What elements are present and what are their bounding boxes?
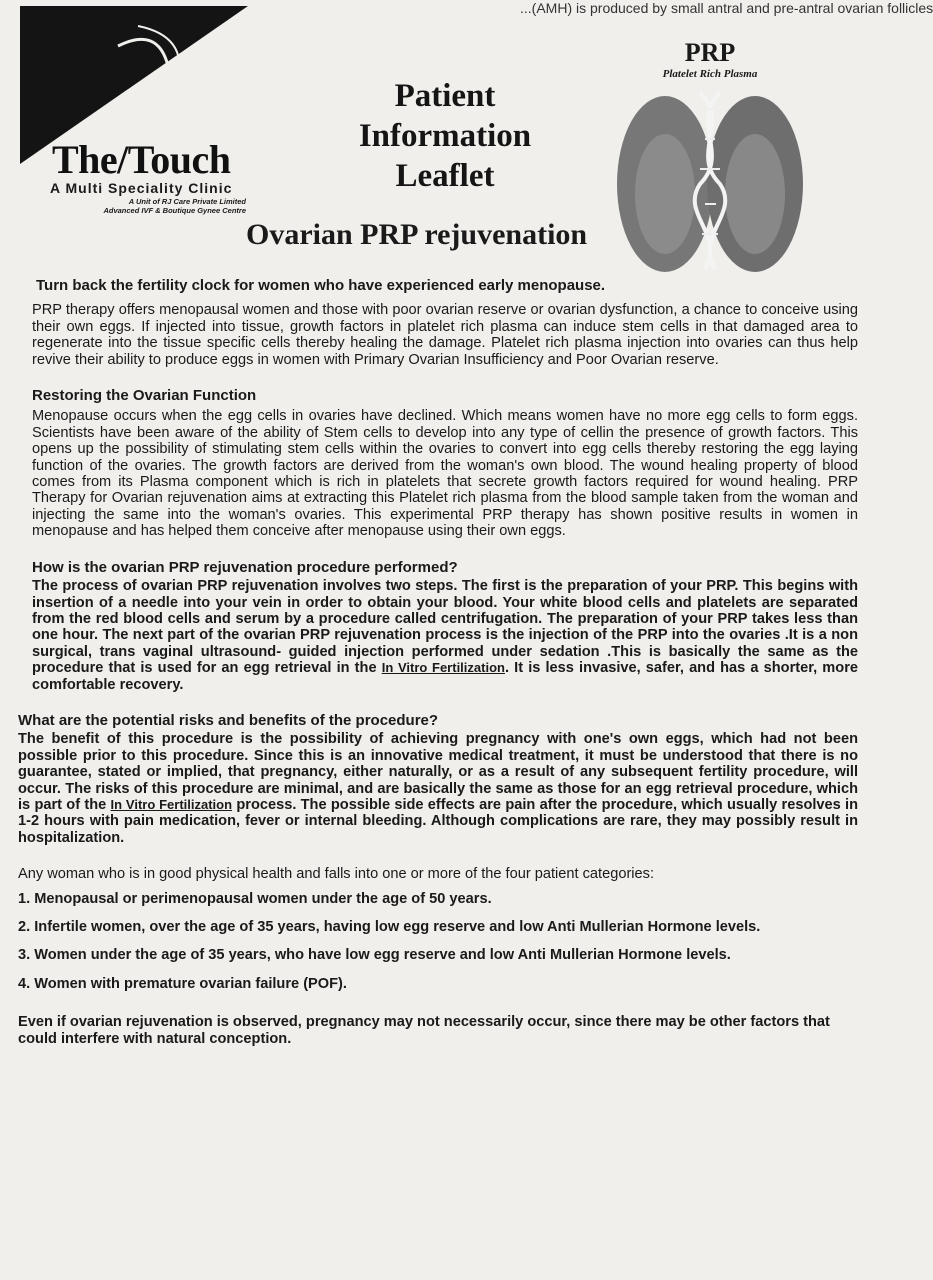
leaflet-title <box>340 76 550 196</box>
eligibility-lead: Any woman who is in good physical health and falls into one or more of the four patient categories: <box>18 866 655 883</box>
leaflet-title-line1: Patient <box>394 78 496 114</box>
risks-heading: What are the potential risks and benefits of the procedure? <box>18 711 439 729</box>
restoring-text: Menopause occurs when the egg cells in ovaries have declined. Which means women have no more egg cells to form eggs. Scientists have been aware of the ability of Stem cells to develop into any type of cellin the presence of growth factors. This opens up the possibility of stimulating stem cells within the ovaries to convert into egg cells thereby restoring the egg laying function of the ovaries. The growth factors are derived from the woman's own blood. The wound healing property of blood comes from its Plasma component which is rich in platelets that secrete growth factors required for wound healing. PRP Therapy for Ovarian rejuvenation aims at extracting this Platelet rich plasma from the blood sample taken from the woman and injecting the same into the woman's ovaries. This experimental PRP therapy has shown positive results in women in menopause and has helped them conceive after menopause using their own eggs. <box>32 408 858 540</box>
closing-note: Even if ovarian rejuvenation is observed, pregnancy may not necessarily occur, since there may be other factors that could interfere with natural conception. <box>18 1014 830 1047</box>
restoring-heading: Restoring the Ovarian Function <box>32 387 257 405</box>
prp-badge-subtitle: Platelet Rich Plasma <box>662 68 758 80</box>
procedure-text <box>32 578 858 693</box>
ivf-link[interactable]: In Vitro Fertilization <box>381 660 505 676</box>
clinic-logo-name: The/Touch <box>52 137 231 182</box>
prp-badge-title: PRP <box>684 38 736 67</box>
intro-heading: Turn back the fertility clock for women who have experienced early menopause. <box>36 277 606 294</box>
leaflet-title-line2: Information <box>358 118 532 154</box>
leaflet-title-line3: Leaflet <box>395 158 495 194</box>
risks-text-part2: process. The possible side effects are pain after the procedure, which usually resolves in 1-2 hours with pain medication, fever or internal bleeding. Although complications are rare, they may possibly result in hospitalization. <box>18 796 859 846</box>
list-item: 1. Menopausal or perimenopausal women under the age of 50 years. <box>18 890 492 907</box>
list-item: 4. Women with premature ovarian failure (POF). <box>18 975 347 992</box>
intro-text: PRP therapy offers menopausal women and those with poor ovarian reserve or ovarian dysfunction, a chance to conceive using their own eggs. If injected into tissue, growth factors in platelet rich plasma can induce stem cells in that damaged area to regenerate into the tissue specific cells thereby healing the damage. Platelet rich plasma injection into ovaries can thus help revive their ability to produce eggs in women with Primary Ovarian Insufficiency and Poor Ovarian reserve. <box>32 302 858 368</box>
clinic-tagline: A Multi Speciality Clinic <box>50 180 233 196</box>
eligibility-list <box>18 891 858 993</box>
procedure-text-part2: . It is less invasive, safer, and has a shorter, more comfortable recovery. <box>32 660 858 693</box>
top-cut-text: ...(AMH) is produced by small antral and pre-antral ovarian follicles <box>520 0 933 16</box>
leaflet-body <box>18 278 858 1047</box>
clinic-subtext-line1: A Unit of RJ Care Private Limited <box>128 197 246 206</box>
list-item: 2. Infertile women, over the age of 35 years, having low egg reserve and low Anti Mullerian Hormone levels. <box>18 919 761 935</box>
risks-text-part1: The benefit of this procedure is the possibility of achieving pregnancy with one's own eggs, which had not been possible prior to this procedure. Since this is an innovative medical treatment, it must be understood that there is no guarantee, stated or implied, that pregnancy, either naturally, or as a result of any subsequent fertility procedure, will occur. The risks of this procedure are minimal, and are basically the same as those for an egg retrieval procedure, which is part of the <box>18 731 858 813</box>
prp-badge <box>600 38 820 278</box>
list-item: 3. Women under the age of 35 years, who have low egg reserve and low Anti Mullerian Hormone levels. <box>18 947 731 964</box>
dna-lungs-illustration <box>610 84 810 276</box>
clinic-subtext <box>26 197 246 215</box>
procedure-heading: How is the ovarian PRP rejuvenation procedure performed? <box>32 558 458 576</box>
main-title: Ovarian PRP rejuvenation <box>246 218 588 251</box>
risks-text <box>18 731 858 846</box>
clinic-subtext-line2: Advanced IVF & Boutique Gynee Centre <box>103 206 246 215</box>
ivf-link-2[interactable]: In Vitro Fertilization <box>110 796 233 812</box>
procedure-text-part1: The process of ovarian PRP rejuvenation involves two steps. The first is the preparation of your PRP. This begins with insertion of a needle into your vein in order to obtain your blood. Your white blood cells and platelets are separated from the red blood cells and serum by a procedure called centrifugation. The preparation of your PRP takes less than one hour. The next part of the ovarian PRP rejuvenation process is the injection of the PRP into the ovaries .It is a non surgical, trans vaginal ultrasound- guided injection performed under sedation .This is basically the same as the procedure that is used for an egg retrieval in the <box>32 578 858 677</box>
